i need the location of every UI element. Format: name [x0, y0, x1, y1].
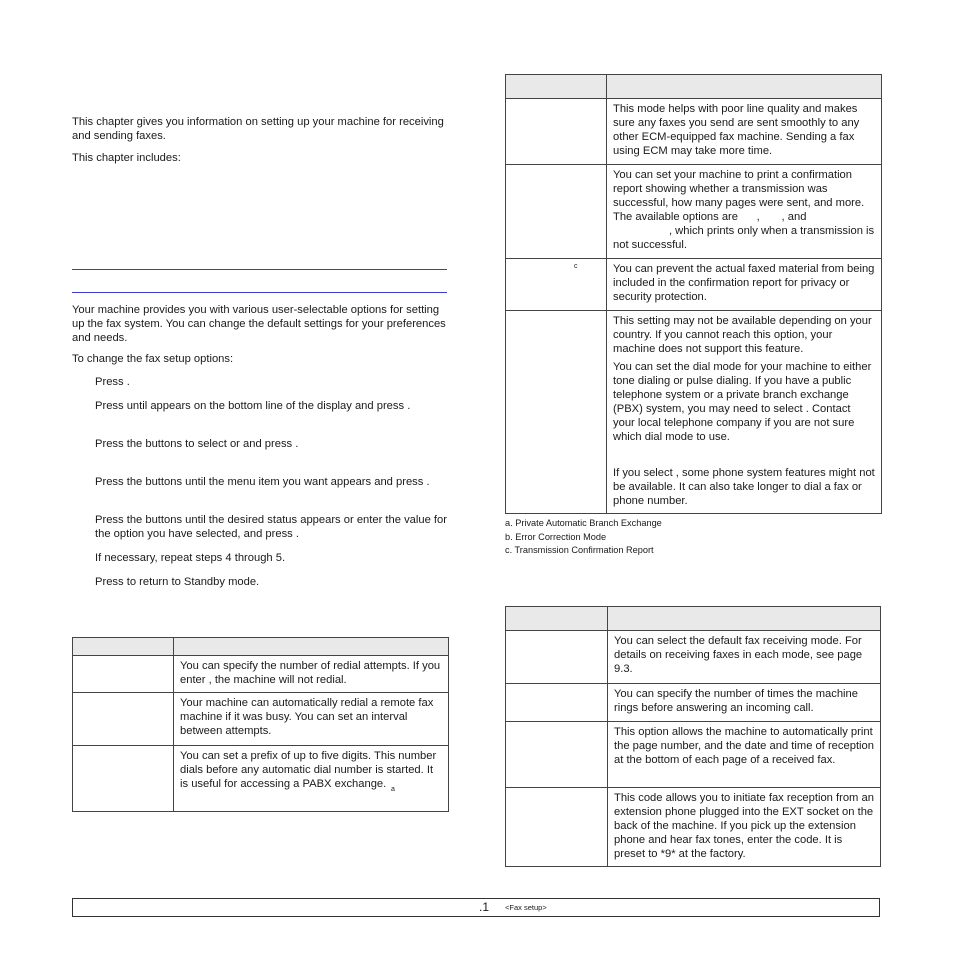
step-5: Press the buttons until the desired status appears or enter the value for the option you have selected, and press . [95, 514, 447, 540]
section-name: <Fax setup> [505, 903, 547, 912]
table-row [506, 684, 881, 722]
setup-paragraph: Your machine provides you with various user-selectable options for setting up the fax system. You can change the default settings for your preferences and needs. [72, 304, 446, 344]
intro-includes: This chapter includes: [72, 152, 181, 164]
table-row [506, 99, 882, 165]
table-header-row [73, 638, 449, 656]
image-tcr-description: You can prevent the actual faxed material from being included in the confirmation report for privacy or security protection. [607, 259, 882, 311]
intro-paragraph: This chapter gives you information on setting up your machine for receiving and sending faxes. [72, 116, 444, 142]
page-number: .1 [479, 900, 490, 914]
step-6: If necessary, repeat steps 4 through 5. [95, 552, 286, 564]
table-cell: This code allows you to initiate fax reception from an extension phone plugged into the EXT socket on the back of the machine. If you pick up the extension phone and hear fax tones, enter the code. It is preset to *9* at the factory. [608, 788, 881, 867]
table-row [73, 693, 449, 746]
receiving-options-table [505, 606, 881, 867]
step-3: Press the buttons to select or and press . [95, 438, 299, 450]
table-cell: This option allows the machine to automatically print the page number, and the date and time of reception at the bottom of each page of a received fax. [608, 722, 881, 788]
step-7: Press to return to Standby mode. [95, 576, 260, 588]
table-row [506, 165, 882, 259]
table-row [73, 746, 449, 812]
table-cell: You can select the default fax receiving mode. For details on receiving faxes in each mode, see page 9.3. [608, 631, 881, 684]
confirmation-description: You can set your machine to print a confirmation report showing whether a transmission was successful, how many pages were sent, and more. The available options are , , and , which prints only when a transmission is not successful. [607, 165, 882, 259]
table-cell: Your machine can automatically redial a remote fax machine if it was busy. You can set an interval between attempts. [174, 693, 449, 746]
step-1: Press . [95, 376, 130, 388]
table-row [506, 259, 882, 311]
footnote-marker-a: a [391, 786, 395, 793]
table-row [506, 788, 881, 867]
section-rule-bottom [72, 292, 447, 293]
footnote-a: a. Private Automatic Branch Exchange [505, 518, 662, 528]
table-cell: You can specify the number of redial attempts. If you enter , the machine will not redial. [174, 656, 449, 693]
footnote-b: b. Error Correction Mode [505, 532, 607, 542]
table-header-row [506, 607, 881, 631]
ecm-description: This mode helps with poor line quality and makes sure any faxes you send are sent smoothly to any other ECM-equipped fax machine. Sending a fax using ECM may take more time. [607, 99, 882, 165]
section-rule-top [72, 269, 447, 270]
table-row [506, 631, 881, 684]
table-cell: You can set a prefix of up to five digits. This number dials before any automatic dial number is started. It is useful for accessing a PABX exchange. [174, 746, 449, 812]
table-row [73, 656, 449, 693]
footnote-c: c. Transmission Confirmation Report [505, 545, 654, 555]
sending-options-table-continued [505, 74, 882, 514]
table-cell: You can specify the number of times the machine rings before answering an incoming call. [608, 684, 881, 722]
footnote-marker-c: c [574, 263, 578, 270]
page-footer [72, 898, 880, 917]
setup-instructions: To change the fax setup options: [72, 353, 234, 365]
table-row [506, 311, 882, 514]
table-row [506, 722, 881, 788]
table-header-row [506, 75, 882, 99]
step-2: Press until appears on the bottom line of the display and press . [95, 400, 411, 412]
dial-mode-description: This setting may not be available depending on your country. If you cannot reach this option, your machine does not support this feature. You can set the dial mode for your machine to either tone dialing or pulse dialing. If you have a public telephone system or a private branch exchange (PBX) system, you may need to select . Contact your local telephone company if you are not sure which dial mode to use. If you select , some phone system features might not be available. It can also take longer to dial a fax or phone number. [607, 311, 882, 514]
step-4: Press the buttons until the menu item you want appears and press . [95, 476, 430, 488]
